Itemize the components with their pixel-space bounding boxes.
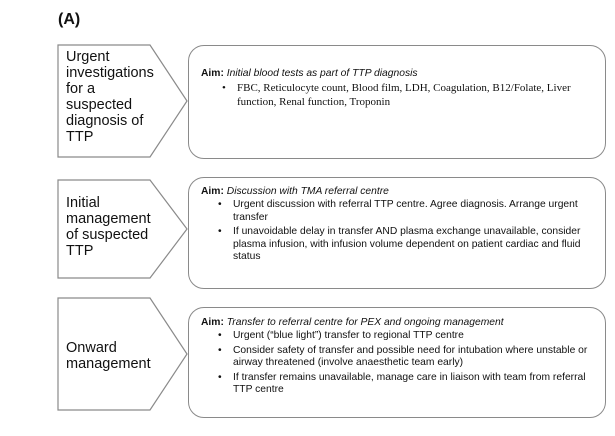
step-2-aim: Aim: Discussion with TMA referral centre xyxy=(201,186,389,197)
step-2-label-line: Initial xyxy=(66,195,100,211)
aim-text: Transfer to referral centre for PEX and ongoing management xyxy=(226,317,504,328)
step-3-label-line: management xyxy=(66,356,151,372)
step-3-bullets xyxy=(233,330,591,397)
step-2-label-line: management xyxy=(66,211,151,227)
bullet-item: • If transfer remains unavailable, manage care in liaison with team from referral TTP centre xyxy=(233,372,591,397)
step-1-label xyxy=(66,49,154,145)
step-2-label xyxy=(66,195,151,259)
panel-label: (A) xyxy=(58,11,81,28)
step-1-bullets xyxy=(237,82,595,109)
step-3-aim: Aim: Transfer to referral centre for PEX and ongoing management xyxy=(201,317,504,328)
bullet-item: • Consider safety of transfer and possible need for intubation where unstable or airway threatened (involve anaesthetic team early) xyxy=(233,345,591,370)
step-2-label-line: of suspected xyxy=(66,227,149,243)
aim-heading: Aim xyxy=(201,68,221,79)
step-2-bullets xyxy=(233,199,591,264)
step-1-label-line: investigations xyxy=(66,65,154,81)
step-2-box xyxy=(188,177,606,289)
bullet-item: • Urgent (“blue light”) transfer to regional TTP centre xyxy=(233,330,591,343)
step-1-box xyxy=(188,45,606,159)
step-1-label-line: for a xyxy=(66,81,96,97)
step-3-label-line: Onward xyxy=(66,340,117,356)
step-3-box xyxy=(188,307,606,418)
step-1-aim: Aim: Initial blood tests as part of TTP diagnosis xyxy=(201,68,418,79)
bullet-item: • Urgent discussion with referral TTP centre. Agree diagnosis. Arrange urgent transfer xyxy=(233,199,591,224)
aim-text: Initial blood tests as part of TTP diagnosis xyxy=(226,68,418,79)
step-1-label-line: suspected xyxy=(66,97,133,113)
step-1-label-line: Urgent xyxy=(66,49,110,65)
step-3-label xyxy=(66,340,151,372)
bullet-item: • If unavoidable delay in transfer AND plasma exchange unavailable, consider plasma infusion, with infusion volume dependent on patient cardiac and fluid status xyxy=(233,226,591,264)
step-1-label-line: diagnosis of xyxy=(66,113,144,129)
aim-heading: Aim xyxy=(201,186,221,197)
bullet-item: • FBC, Reticulocyte count, Blood film, LDH, Coagulation, B12/Folate, Liver function, Renal function, Troponin xyxy=(237,82,595,109)
aim-text: Discussion with TMA referral centre xyxy=(226,186,389,197)
step-2-label-line: TTP xyxy=(66,243,94,259)
step-1-label-line: TTP xyxy=(66,129,94,145)
aim-heading: Aim xyxy=(201,317,221,328)
